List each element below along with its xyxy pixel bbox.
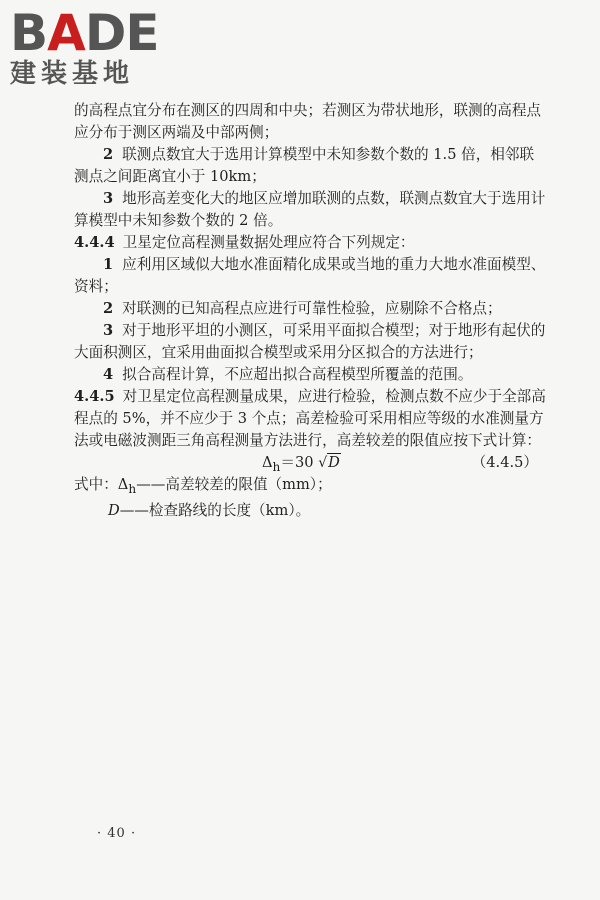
list-item-3 bbox=[74, 188, 546, 232]
definition-d bbox=[74, 500, 546, 522]
paragraph-continuation: 的高程点宜分布在测区的四周和中央；若测区为带状地形，联测的高程点应分布于测区两端及中部两侧； bbox=[74, 102, 542, 141]
item-number: 2 bbox=[103, 300, 114, 317]
definition-subscript: h bbox=[128, 481, 137, 496]
item-number: 1 bbox=[103, 256, 114, 273]
formula-subscript: h bbox=[272, 459, 281, 474]
logo-letters-de: DE bbox=[84, 4, 159, 62]
definition-dash: —— bbox=[136, 476, 166, 493]
logo-wordmark bbox=[10, 4, 159, 62]
item-text: 应利用区域似大地水准面精化成果或当地的重力大地水准面模型、资料； bbox=[74, 256, 546, 295]
page-body bbox=[74, 100, 546, 522]
equation-number: （4.4.5） bbox=[471, 454, 538, 471]
item-number: 3 bbox=[103, 322, 114, 339]
formula-4-4-5 bbox=[74, 452, 546, 474]
page-number: · 40 · bbox=[97, 826, 137, 841]
logo-subtitle: 建装基地 bbox=[10, 59, 135, 89]
sub-item-1 bbox=[74, 254, 546, 298]
item-text: 对于地形平坦的小测区，可采用平面拟合模型；对于地形有起伏的大面积测区，宜采用曲面拟合模型或采用分区拟合的方法进行； bbox=[74, 322, 546, 361]
definition-lead: 式中： bbox=[74, 476, 118, 493]
clause-4-4-4 bbox=[74, 232, 546, 254]
formula-symbol: Δ bbox=[262, 454, 273, 471]
item-number: 2 bbox=[103, 146, 114, 163]
definition-text: 高差较差的限值（mm）； bbox=[165, 476, 332, 493]
sub-item-2 bbox=[74, 298, 546, 320]
bade-logo bbox=[10, 4, 180, 90]
list-item-2 bbox=[74, 144, 546, 188]
clause-number: 4.4.4 bbox=[74, 234, 115, 251]
logo-letter-a: A bbox=[47, 4, 85, 62]
definition-dash: —— bbox=[119, 501, 149, 519]
clause-text: 对卫星定位高程测量成果，应进行检验，检测点数不应少于全部高程点的 5%，并不应少于 3 个点；高差检验可采用相应等级的水准测量方法或电磁波测距三角高程测量方法进行，高差较差的限值应按下式计算： bbox=[74, 388, 546, 449]
formula-expression bbox=[262, 452, 341, 478]
item-number: 4 bbox=[103, 366, 114, 383]
item-number: 3 bbox=[103, 190, 114, 207]
item-text: 地形高差变化大的地区应增加联测的点数，联测点数宜大于选用计算模型中未知参数个数的 2 倍。 bbox=[74, 190, 546, 229]
sub-item-3 bbox=[74, 320, 546, 364]
formula-variable: D bbox=[328, 454, 340, 471]
sqrt-sign: √ bbox=[318, 455, 328, 471]
item-text: 联测点数宜大于选用计算模型中未知参数个数的 1.5 倍，相邻联测点之间距离宜小于 10km； bbox=[74, 146, 535, 185]
logo-letter-b: B bbox=[10, 4, 48, 62]
clause-number: 4.4.5 bbox=[74, 388, 115, 405]
item-text: 对联测的已知高程点应进行可靠性检验，应剔除不合格点； bbox=[122, 300, 502, 317]
definition-symbol: D bbox=[108, 501, 120, 519]
definition-symbol: Δ bbox=[117, 476, 129, 493]
definition-text: 检查路线的长度（km）。 bbox=[148, 501, 311, 519]
clause-4-4-5 bbox=[74, 386, 546, 452]
formula-equals: ＝30 bbox=[280, 454, 314, 471]
item-text: 拟合高程计算，不应超出拟合高程模型所覆盖的范围。 bbox=[122, 366, 473, 383]
clause-text: 卫星定位高程测量数据处理应符合下列规定： bbox=[122, 234, 415, 251]
sub-item-4 bbox=[74, 364, 546, 386]
